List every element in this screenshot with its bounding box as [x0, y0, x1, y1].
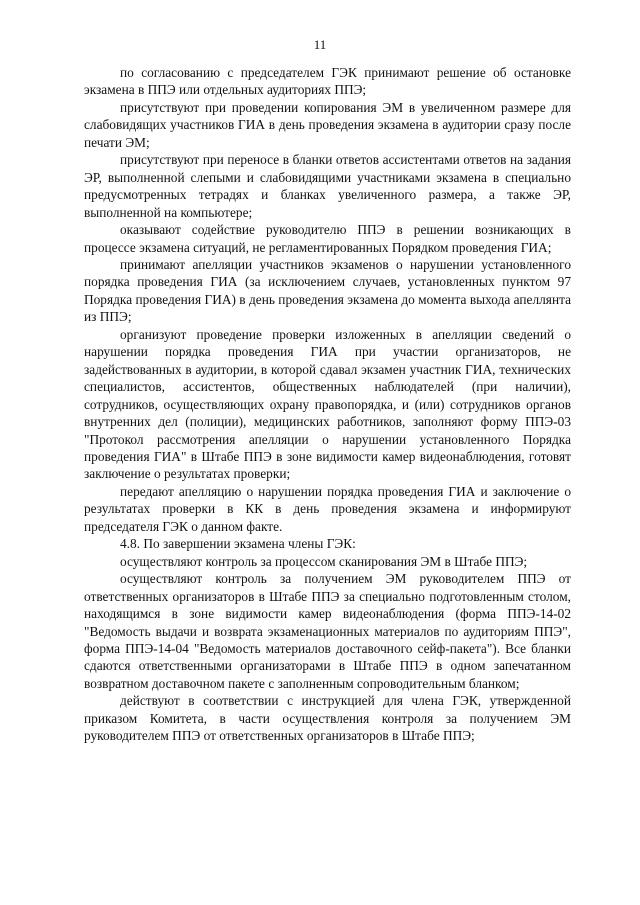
document-body [84, 64, 571, 745]
paragraph-copying-em: присутствуют при проведении копирования ЭМ в увеличенном размере для слабовидящих участников ГИА в день проведения экзамена в аудитории сразу после печати ЭМ; [84, 99, 571, 150]
paragraph-answer-transfer: присутствуют при переносе в бланки ответов ассистентами ответов на задания ЭР, выполненной слепыми и слабовидящими участниками экзамена в специально предусмотренных тетрадях и бланках увеличенного размера, а также ЭР, выполненной на компьютере; [84, 152, 571, 220]
paragraph-organize-check: организуют проведение проверки изложенных в апелляции сведений о нарушении порядка проведения ГИА при участии организаторов, не задействованных в аудитории, в которой сдавал экзамен участник ГИА, технических специалистов, ассистентов, общественных наблюдателей (при наличии), сотрудников, осуществляющих охрану правопорядка, и (или) сотрудников органов внутренних дел (полиции), медицинских работников, заполняют форму ППЭ-03 "Протокол рассмотрения апелляции о нарушении установленного Порядка проведения ГИА" в Штабе ППЭ в зоне видимости камер видеонаблюдения, готовят заключение о результатах проверки; [84, 326, 571, 482]
paragraph-instruction: действуют в соответствии с инструкцией для члена ГЭК, утвержденной приказом Комитета, в части осуществления контроля за получением ЭМ руководителем ППЭ от ответственных организаторов в Штабе ППЭ; [84, 693, 571, 744]
section-heading-4-8: 4.8. По завершении экзамена члены ГЭК: [120, 536, 356, 552]
page-number: 11 [313, 37, 327, 52]
paragraph-scanning-control: осуществляют контроль за процессом сканирования ЭМ в Штабе ППЭ; [120, 553, 528, 569]
paragraph-transfer-appeal: передают апелляцию о нарушении порядка проведения ГИА и заключение о результатах проверки в КК в день проведения экзамена и информируют председателя ГЭК о данном факте. [84, 483, 571, 534]
paragraph-stop-exam: по согласованию с председателем ГЭК принимают решение об остановке экзамена в ППЭ или отдельных аудиториях ППЭ; [84, 65, 571, 98]
paragraph-receipt-control: осуществляют контроль за получением ЭМ руководителем ППЭ от ответственных организаторов в Штабе ППЭ за специально подготовленным столом, находящимся в зоне видимости камер видеонаблюдения (форма ППЭ-14-02 "Ведомость выдачи и возврата экзаменационных материалов по аудиториям ППЭ", форма ППЭ-14-04 "Ведомость материалов доставочного сейф-пакета"). Все бланки сдаются ответственными организаторами в Штабе ППЭ в одном запечатанном возвратном доставочном пакете с заполненным сопроводительным бланком; [84, 571, 571, 691]
paragraph-assist-head: оказывают содействие руководителю ППЭ в решении возникающих в процессе экзамена ситуаций, не регламентированных Порядком проведения ГИА; [84, 222, 571, 255]
paragraph-accept-appeals: принимают апелляции участников экзаменов о нарушении установленного порядка проведения ГИА (за исключением случаев, установленных пунктом 97 Порядка проведения ГИА) в день проведения экзамена до момента выхода апеллянта из ППЭ; [84, 256, 571, 325]
